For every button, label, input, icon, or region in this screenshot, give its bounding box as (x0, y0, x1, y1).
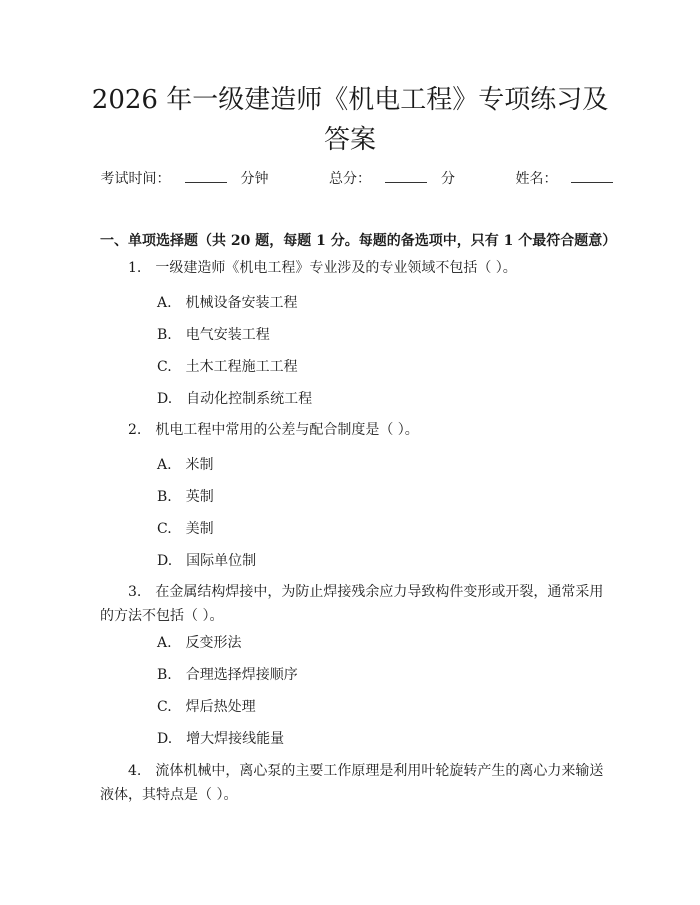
q2-option-a: A. 米制 (157, 457, 214, 473)
question-3: 3. 在金属结构焊接中，为防止焊接残余应力导致构件变形或开裂，通常采用的方法不包括（ ）。 (100, 584, 604, 624)
q3-option-d: D. 增大焊接线能量 (157, 731, 285, 747)
q1-option-c: C. 土木工程施工工程 (157, 359, 298, 375)
title-line-1: 2026 年一级建造师《机电工程》专项练习及 (91, 85, 609, 115)
question-1: 1. 一级建造师《机电工程》专业涉及的专业领域不包括（ ）。 (128, 260, 517, 276)
q1-option-d: D. 自动化控制系统工程 (157, 391, 313, 407)
q3-option-c: C. 焊后热处理 (157, 699, 256, 715)
exam-meta (0, 168, 700, 188)
question-2: 2. 机电工程中常用的公差与配合制度是（ ）。 (128, 422, 419, 438)
q2-option-c: C. 美制 (157, 521, 214, 537)
exam-time: 考试时间： 分钟 (100, 171, 269, 187)
q1-option-a: A. 机械设备安装工程 (157, 295, 298, 311)
time-blank (185, 170, 227, 183)
q3-option-b: B. 合理选择焊接顺序 (157, 667, 298, 683)
document-title (60, 80, 640, 160)
q2-option-d: D. 国际单位制 (157, 553, 257, 569)
score-blank (385, 170, 427, 183)
title-line-2: 答案 (323, 125, 376, 155)
q1-option-b: B. 电气安装工程 (157, 327, 270, 343)
question-4: 4. 流体机械中，离心泵的主要工作原理是利用叶轮旋转产生的离心力来输送液体，其特点是（ ）。 (100, 763, 604, 803)
q3-option-a: A. 反变形法 (157, 635, 242, 651)
section-heading: 一、单项选择题（共 20 题，每题 1 分。每题的备选项中，只有 1 个最符合题意） (100, 233, 617, 249)
exam-score: 总分： 分 (329, 171, 455, 187)
exam-name: 姓名： (501, 171, 613, 187)
q2-option-b: B. 英制 (157, 489, 214, 505)
name-blank (571, 170, 613, 183)
